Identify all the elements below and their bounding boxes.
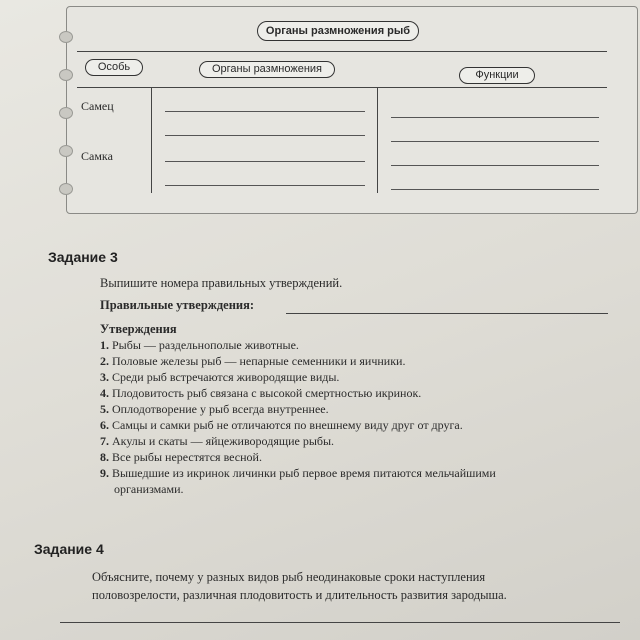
statement-item: 4. Плодовитость рыб связана с высокой смертностью икринок.	[100, 386, 422, 400]
column-divider	[151, 87, 152, 193]
col-header-individual: Особь	[85, 59, 143, 76]
task4-text-line1: Объясните, почему у разных видов рыб неодинаковые сроки наступления	[92, 570, 486, 584]
statements-title: Утверждения	[100, 322, 177, 336]
task4-answer-line[interactable]	[60, 622, 620, 623]
answer-line[interactable]	[165, 135, 365, 136]
task3-answer-label: Правильные утверждения:	[100, 298, 255, 312]
statement-item: 7. Акулы и скаты — яйцеживородящие рыбы.	[100, 434, 335, 448]
header-rule	[77, 87, 607, 88]
statement-item: 8. Все рыбы нерестятся весной.	[100, 450, 262, 464]
col-header-functions: Функции	[459, 67, 535, 84]
statement-item: 2. Половые железы рыб — непарные семенники и яичники.	[100, 354, 406, 368]
answer-line[interactable]	[165, 161, 365, 162]
binder-notch	[59, 31, 73, 43]
answer-line[interactable]	[391, 165, 599, 166]
table-rule	[77, 51, 607, 52]
table-title: Органы размножения рыб	[257, 21, 419, 41]
row-label-female: Самка	[81, 149, 113, 163]
row-label-male: Самец	[81, 99, 114, 113]
reproduction-table	[66, 6, 638, 214]
binder-notch	[59, 145, 73, 157]
answer-line[interactable]	[391, 141, 599, 142]
statement-item: 3. Среди рыб встречаются живородящие виды.	[100, 370, 340, 384]
answer-line[interactable]	[391, 117, 599, 118]
answer-line[interactable]	[165, 111, 365, 112]
statement-item: 5. Оплодотворение у рыб всегда внутреннее.	[100, 402, 329, 416]
task3-title: Задание 3	[48, 249, 118, 265]
task3-instruction: Выпишите номера правильных утверждений.	[100, 276, 343, 290]
answer-line[interactable]	[391, 189, 599, 190]
task3-answer-line[interactable]	[286, 313, 608, 314]
statement-item: 1. Рыбы — раздельнополые животные.	[100, 338, 299, 352]
answer-line[interactable]	[165, 185, 365, 186]
binder-notch	[59, 183, 73, 195]
statement-item: 9. Вышедшие из икринок личинки рыб первое время питаются мельчайшими	[100, 466, 496, 480]
binder-notch	[59, 107, 73, 119]
col-header-organs: Органы размножения	[199, 61, 335, 78]
column-divider	[377, 87, 378, 193]
statement-continuation: организмами.	[114, 482, 184, 496]
task4-title: Задание 4	[34, 541, 104, 557]
binder-notch	[59, 69, 73, 81]
task4-text-line2: половозрелости, различная плодовитость и длительность развития зародыша.	[92, 588, 507, 602]
statement-item: 6. Самцы и самки рыб не отличаются по внешнему виду друг от друга.	[100, 418, 463, 432]
